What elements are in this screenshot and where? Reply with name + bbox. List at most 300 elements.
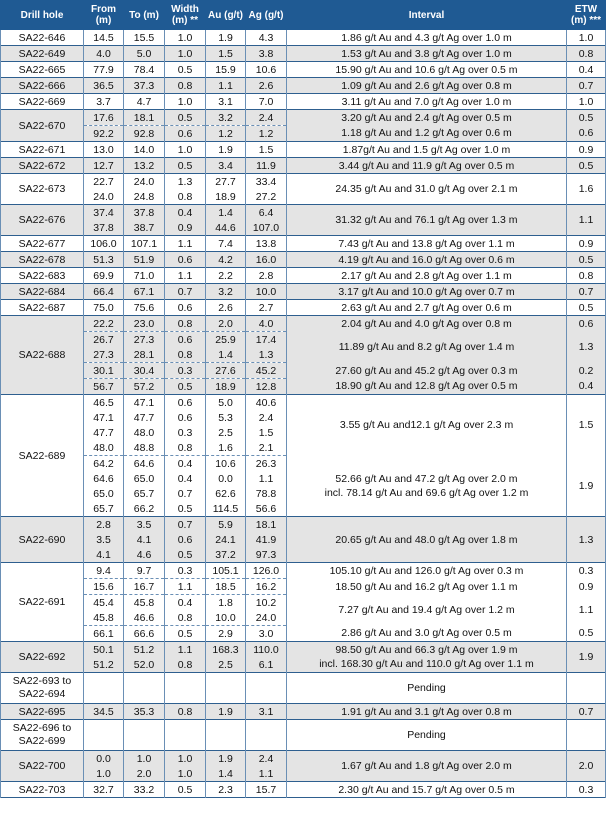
to-cell: 37.8	[124, 205, 165, 221]
width-cell: 0.6	[165, 332, 206, 348]
au-cell: 18.9	[206, 379, 246, 395]
from-cell: 106.0	[84, 236, 124, 252]
hole-group	[1, 316, 606, 395]
interval-text: 3.17 g/t Au and 10.0 g/t Ag over 0.7 m	[338, 285, 515, 298]
ag-cell: 10.0	[246, 284, 287, 300]
drill-hole-cell: SA22-692	[1, 642, 84, 673]
drill-hole-cell: SA22-649	[1, 46, 84, 62]
to-cell: 30.4	[124, 363, 165, 379]
au-cell: 2.5	[206, 657, 246, 673]
interval-cell	[287, 642, 567, 673]
from-cell: 45.4	[84, 595, 124, 611]
interval-cell	[287, 252, 567, 268]
width-cell: 0.6	[165, 395, 206, 411]
interval-cell	[287, 316, 567, 332]
ag-cell: 16.0	[246, 252, 287, 268]
ag-cell: 41.9	[246, 532, 287, 547]
to-cell: 1.0	[124, 751, 165, 767]
interval-text: 15.90 g/t Au and 10.6 g/t Ag over 0.5 m	[335, 63, 518, 76]
etw-cell: 0.8	[567, 268, 606, 284]
ag-cell: 40.6	[246, 395, 287, 411]
width-cell: 0.4	[165, 456, 206, 472]
to-cell: 66.6	[124, 626, 165, 642]
interval-text: 3.20 g/t Au and 2.4 g/t Ag over 0.5 m	[341, 111, 512, 124]
from-cell: 1.0	[84, 766, 124, 782]
hole-group	[1, 268, 606, 284]
interval-text: 3.55 g/t Au and12.1 g/t Ag over 2.3 m	[339, 419, 514, 432]
etw-cell: 1.1	[567, 205, 606, 236]
au-cell: 1.4	[206, 766, 246, 782]
ag-cell: 1.5	[246, 142, 287, 158]
ag-cell: 2.6	[246, 78, 287, 94]
interval-cell	[287, 704, 567, 720]
empty-cell	[84, 673, 124, 704]
au-cell: 5.3	[206, 410, 246, 425]
from-cell: 13.0	[84, 142, 124, 158]
etw-cell: 0.9	[567, 579, 606, 595]
au-cell: 7.4	[206, 236, 246, 252]
table-row	[1, 142, 606, 158]
interval-cell	[287, 284, 567, 300]
width-cell: 1.0	[165, 46, 206, 62]
col-au: Au (g/t)	[206, 1, 246, 30]
etw-cell: 0.5	[567, 158, 606, 174]
interval-cell	[287, 456, 567, 517]
width-cell: 0.9	[165, 220, 206, 236]
au-cell: 62.6	[206, 486, 246, 501]
hole-group	[1, 300, 606, 316]
from-cell: 69.9	[84, 268, 124, 284]
empty-cell	[165, 720, 206, 751]
etw-cell: 0.7	[567, 284, 606, 300]
ag-cell: 33.4	[246, 174, 287, 190]
table-row	[1, 300, 606, 316]
drill-hole-cell: SA22-673	[1, 174, 84, 205]
to-cell: 48.8	[124, 440, 165, 456]
au-cell: 44.6	[206, 220, 246, 236]
to-cell: 92.8	[124, 126, 165, 142]
ag-cell: 1.5	[246, 425, 287, 440]
table-row	[1, 284, 606, 300]
to-cell: 27.3	[124, 332, 165, 348]
au-cell: 1.5	[206, 46, 246, 62]
etw-cell: 0.9	[567, 142, 606, 158]
from-cell: 46.5	[84, 395, 124, 411]
au-cell: 1.8	[206, 595, 246, 611]
empty-cell	[206, 720, 246, 751]
ag-cell: 110.0	[246, 642, 287, 658]
from-cell: 22.7	[84, 174, 124, 190]
interval-text: 1.87g/t Au and 1.5 g/t Ag over 1.0 m	[342, 143, 511, 156]
hole-group	[1, 46, 606, 62]
from-cell: 3.7	[84, 94, 124, 110]
au-cell: 2.3	[206, 782, 246, 798]
width-cell: 0.5	[165, 626, 206, 642]
to-cell: 47.1	[124, 395, 165, 411]
to-cell: 16.7	[124, 579, 165, 595]
from-cell: 64.2	[84, 456, 124, 472]
au-cell: 1.6	[206, 440, 246, 456]
etw-cell: 1.5	[567, 395, 606, 456]
from-cell: 65.7	[84, 501, 124, 517]
table-row	[1, 673, 606, 704]
hole-group	[1, 30, 606, 46]
table-row	[1, 174, 606, 190]
from-cell: 22.2	[84, 316, 124, 332]
to-cell: 3.5	[124, 517, 165, 533]
table-row	[1, 642, 606, 658]
au-cell: 1.4	[206, 347, 246, 363]
interval-cell	[287, 236, 567, 252]
au-cell: 3.2	[206, 110, 246, 126]
ag-cell: 2.4	[246, 110, 287, 126]
etw-cell: 1.0	[567, 30, 606, 46]
etw-cell: 0.4	[567, 379, 606, 395]
etw-cell: 0.7	[567, 704, 606, 720]
interval-cell	[287, 626, 567, 642]
drill-hole-cell: SA22-690	[1, 517, 84, 563]
drill-hole-cell: SA22-669	[1, 94, 84, 110]
interval-cell	[287, 205, 567, 236]
ag-cell: 10.2	[246, 595, 287, 611]
width-cell: 0.8	[165, 610, 206, 626]
to-cell: 4.1	[124, 532, 165, 547]
interval-text: 20.65 g/t Au and 48.0 g/t Ag over 1.8 m	[335, 533, 518, 546]
drill-hole-cell: SA22-691	[1, 563, 84, 642]
table-row	[1, 395, 606, 411]
ag-cell: 13.8	[246, 236, 287, 252]
etw-cell: 0.3	[567, 563, 606, 579]
from-cell: 56.7	[84, 379, 124, 395]
col-width: Width (m) **	[165, 1, 206, 30]
etw-cell: 1.0	[567, 94, 606, 110]
au-cell: 27.6	[206, 363, 246, 379]
interval-cell	[287, 62, 567, 78]
au-cell: 1.9	[206, 704, 246, 720]
ag-cell: 15.7	[246, 782, 287, 798]
ag-cell: 7.0	[246, 94, 287, 110]
etw-cell: 0.6	[567, 126, 606, 142]
interval-cell	[287, 379, 567, 395]
au-cell: 5.9	[206, 517, 246, 533]
drill-hole-cell: SA22-646	[1, 30, 84, 46]
hole-group	[1, 236, 606, 252]
width-cell: 1.0	[165, 94, 206, 110]
au-cell: 1.9	[206, 30, 246, 46]
width-cell: 0.8	[165, 78, 206, 94]
col-interval: Interval	[287, 1, 567, 30]
interval-text: 24.35 g/t Au and 31.0 g/t Ag over 2.1 m	[335, 183, 518, 195]
width-cell: 1.0	[165, 751, 206, 767]
interval-cell	[287, 110, 567, 126]
hole-group	[1, 563, 606, 642]
au-cell: 27.7	[206, 174, 246, 190]
au-cell: 3.2	[206, 284, 246, 300]
col-ag: Ag (g/t)	[246, 1, 287, 30]
hole-group	[1, 205, 606, 236]
interval-cell	[287, 563, 567, 579]
width-cell: 0.5	[165, 110, 206, 126]
ag-cell: 56.6	[246, 501, 287, 517]
table-row	[1, 456, 606, 472]
width-cell: 0.7	[165, 486, 206, 501]
au-cell: 2.0	[206, 316, 246, 332]
width-cell: 0.3	[165, 425, 206, 440]
interval-text: 1.67 g/t Au and 1.8 g/t Ag over 2.0 m	[341, 760, 512, 772]
width-cell: 0.8	[165, 189, 206, 205]
hole-group	[1, 62, 606, 78]
from-cell: 64.6	[84, 471, 124, 486]
ag-cell: 12.8	[246, 379, 287, 395]
width-cell: 0.8	[165, 704, 206, 720]
etw-cell: 1.9	[567, 642, 606, 673]
etw-cell: 0.6	[567, 316, 606, 332]
from-cell: 15.6	[84, 579, 124, 595]
pending-cell: Pending	[287, 720, 567, 751]
table-row	[1, 704, 606, 720]
drill-hole-cell: SA22-678	[1, 252, 84, 268]
to-cell: 9.7	[124, 563, 165, 579]
from-cell: 9.4	[84, 563, 124, 579]
interval-text: 2.63 g/t Au and 2.7 g/t Ag over 0.6 m	[341, 301, 512, 314]
drill-hole-cell: SA22-677	[1, 236, 84, 252]
interval-text: 3.11 g/t Au and 7.0 g/t Ag over 1.0 m	[341, 95, 512, 108]
ag-cell: 17.4	[246, 332, 287, 348]
ag-cell: 1.1	[246, 471, 287, 486]
interval-text: 27.60 g/t Au and 45.2 g/t Ag over 0.3 m	[335, 364, 518, 377]
width-cell: 1.3	[165, 174, 206, 190]
width-cell: 0.3	[165, 563, 206, 579]
hole-group	[1, 782, 606, 798]
hole-group	[1, 517, 606, 563]
from-cell: 77.9	[84, 62, 124, 78]
ag-cell: 10.6	[246, 62, 287, 78]
to-cell: 78.4	[124, 62, 165, 78]
ag-cell: 6.4	[246, 205, 287, 221]
interval-text: 2.17 g/t Au and 2.8 g/t Ag over 1.1 m	[341, 269, 512, 282]
au-cell: 1.4	[206, 205, 246, 221]
hole-group	[1, 252, 606, 268]
hole-group	[1, 673, 606, 704]
interval-cell	[287, 78, 567, 94]
col-to: To (m)	[124, 1, 165, 30]
table-row	[1, 62, 606, 78]
width-cell: 1.1	[165, 579, 206, 595]
interval-incl-text: incl. 168.30 g/t Au and 110.0 g/t Ag over 1.1 m	[319, 658, 534, 670]
table-row	[1, 158, 606, 174]
from-cell: 34.5	[84, 704, 124, 720]
interval-text: 2.30 g/t Au and 15.7 g/t Ag over 0.5 m	[338, 783, 515, 796]
interval-cell	[287, 174, 567, 205]
width-cell: 0.8	[165, 316, 206, 332]
ag-cell: 126.0	[246, 563, 287, 579]
table-row	[1, 110, 606, 126]
empty-cell	[246, 720, 287, 751]
width-cell: 0.5	[165, 782, 206, 798]
to-cell: 57.2	[124, 379, 165, 395]
table-row	[1, 205, 606, 221]
from-cell: 37.8	[84, 220, 124, 236]
hole-group	[1, 395, 606, 517]
from-cell: 4.1	[84, 547, 124, 563]
to-cell: 2.0	[124, 766, 165, 782]
etw-cell: 0.4	[567, 62, 606, 78]
from-cell: 24.0	[84, 189, 124, 205]
etw-cell: 1.3	[567, 332, 606, 363]
from-cell: 17.6	[84, 110, 124, 126]
ag-cell: 4.0	[246, 316, 287, 332]
from-cell: 65.0	[84, 486, 124, 501]
interval-cell	[287, 300, 567, 316]
from-cell: 75.0	[84, 300, 124, 316]
interval-cell	[287, 517, 567, 563]
to-cell: 48.0	[124, 425, 165, 440]
etw-cell: 0.7	[567, 78, 606, 94]
table-row	[1, 626, 606, 642]
width-cell: 0.6	[165, 532, 206, 547]
au-cell: 2.6	[206, 300, 246, 316]
to-cell: 35.3	[124, 704, 165, 720]
to-cell: 46.6	[124, 610, 165, 626]
from-cell: 51.2	[84, 657, 124, 673]
ag-cell: 2.7	[246, 300, 287, 316]
width-cell: 0.5	[165, 501, 206, 517]
to-cell: 24.0	[124, 174, 165, 190]
interval-text: 105.10 g/t Au and 126.0 g/t Ag over 0.3 m	[329, 564, 524, 577]
interval-cell	[287, 94, 567, 110]
drill-hole-cell: SA22-689	[1, 395, 84, 517]
au-cell: 4.2	[206, 252, 246, 268]
table-row	[1, 363, 606, 379]
interval-text: 1.91 g/t Au and 3.1 g/t Ag over 0.8 m	[341, 705, 512, 718]
to-cell: 75.6	[124, 300, 165, 316]
ag-cell: 1.3	[246, 347, 287, 363]
from-cell: 4.0	[84, 46, 124, 62]
drill-hole-cell: SA22-700	[1, 751, 84, 782]
hole-group	[1, 110, 606, 142]
to-cell: 51.9	[124, 252, 165, 268]
ag-cell: 24.0	[246, 610, 287, 626]
table-row	[1, 316, 606, 332]
au-cell: 168.3	[206, 642, 246, 658]
from-cell: 27.3	[84, 347, 124, 363]
pending-cell: Pending	[287, 673, 567, 704]
width-cell: 0.6	[165, 126, 206, 142]
hole-group	[1, 94, 606, 110]
to-cell: 33.2	[124, 782, 165, 798]
table-row	[1, 332, 606, 348]
width-cell: 1.1	[165, 642, 206, 658]
table-row	[1, 46, 606, 62]
hole-group	[1, 142, 606, 158]
table-row	[1, 782, 606, 798]
interval-cell	[287, 46, 567, 62]
table-header	[1, 1, 606, 30]
width-cell: 0.7	[165, 284, 206, 300]
interval-text: 2.04 g/t Au and 4.0 g/t Ag over 0.8 m	[341, 317, 512, 330]
interval-cell	[287, 332, 567, 363]
to-cell: 45.8	[124, 595, 165, 611]
from-cell: 36.5	[84, 78, 124, 94]
au-cell: 10.6	[206, 456, 246, 472]
etw-cell: 1.3	[567, 517, 606, 563]
table-row	[1, 268, 606, 284]
etw-cell: 0.5	[567, 300, 606, 316]
interval-text: 52.66 g/t Au and 47.2 g/t Ag over 2.0 m	[335, 472, 518, 485]
empty-cell	[124, 673, 165, 704]
to-cell: 65.0	[124, 471, 165, 486]
from-cell: 48.0	[84, 440, 124, 456]
from-cell: 0.0	[84, 751, 124, 767]
width-cell: 0.4	[165, 205, 206, 221]
empty-cell	[567, 673, 606, 704]
table-row	[1, 563, 606, 579]
from-cell: 12.7	[84, 158, 124, 174]
au-cell: 1.2	[206, 126, 246, 142]
interval-cell	[287, 579, 567, 595]
from-cell: 32.7	[84, 782, 124, 798]
to-cell: 4.6	[124, 547, 165, 563]
width-cell: 0.4	[165, 595, 206, 611]
drill-hole-cell: SA22-687	[1, 300, 84, 316]
width-cell: 1.0	[165, 766, 206, 782]
width-cell: 0.8	[165, 440, 206, 456]
drill-hole-cell: SA22-703	[1, 782, 84, 798]
etw-cell: 2.0	[567, 751, 606, 782]
etw-cell: 1.9	[567, 456, 606, 517]
etw-cell: 0.5	[567, 252, 606, 268]
col-drill-hole: Drill hole	[1, 1, 84, 30]
from-cell: 51.3	[84, 252, 124, 268]
au-cell: 3.1	[206, 94, 246, 110]
from-cell: 3.5	[84, 532, 124, 547]
ag-cell: 2.4	[246, 410, 287, 425]
interval-cell	[287, 595, 567, 626]
ag-cell: 6.1	[246, 657, 287, 673]
ag-cell: 45.2	[246, 363, 287, 379]
interval-text: 31.32 g/t Au and 76.1 g/t Ag over 1.3 m	[335, 214, 518, 226]
interval-text: 1.09 g/t Au and 2.6 g/t Ag over 0.8 m	[341, 79, 512, 92]
empty-cell	[165, 673, 206, 704]
from-cell: 50.1	[84, 642, 124, 658]
width-cell: 0.6	[165, 300, 206, 316]
interval-text: 7.43 g/t Au and 13.8 g/t Ag over 1.1 m	[338, 237, 515, 250]
au-cell: 37.2	[206, 547, 246, 563]
width-cell: 0.8	[165, 657, 206, 673]
ag-cell: 2.1	[246, 440, 287, 456]
au-cell: 1.9	[206, 751, 246, 767]
width-cell: 0.6	[165, 410, 206, 425]
hole-group	[1, 284, 606, 300]
au-cell: 18.5	[206, 579, 246, 595]
etw-cell: 0.3	[567, 782, 606, 798]
hole-group	[1, 642, 606, 673]
drill-hole-cell: SA22-665	[1, 62, 84, 78]
table-row	[1, 379, 606, 395]
to-cell: 4.7	[124, 94, 165, 110]
hole-group	[1, 174, 606, 205]
interval-text: 1.53 g/t Au and 3.8 g/t Ag over 1.0 m	[341, 47, 512, 60]
interval-text: 3.44 g/t Au and 11.9 g/t Ag over 0.5 m	[338, 159, 515, 172]
width-cell: 1.0	[165, 30, 206, 46]
table-row	[1, 94, 606, 110]
au-cell: 25.9	[206, 332, 246, 348]
from-cell: 92.2	[84, 126, 124, 142]
interval-incl-text: incl. 78.14 g/t Au and 69.6 g/t Ag over 1.2 m	[324, 486, 529, 499]
interval-cell	[287, 395, 567, 456]
etw-cell: 0.5	[567, 626, 606, 642]
drill-hole-cell: SA22-688	[1, 316, 84, 395]
